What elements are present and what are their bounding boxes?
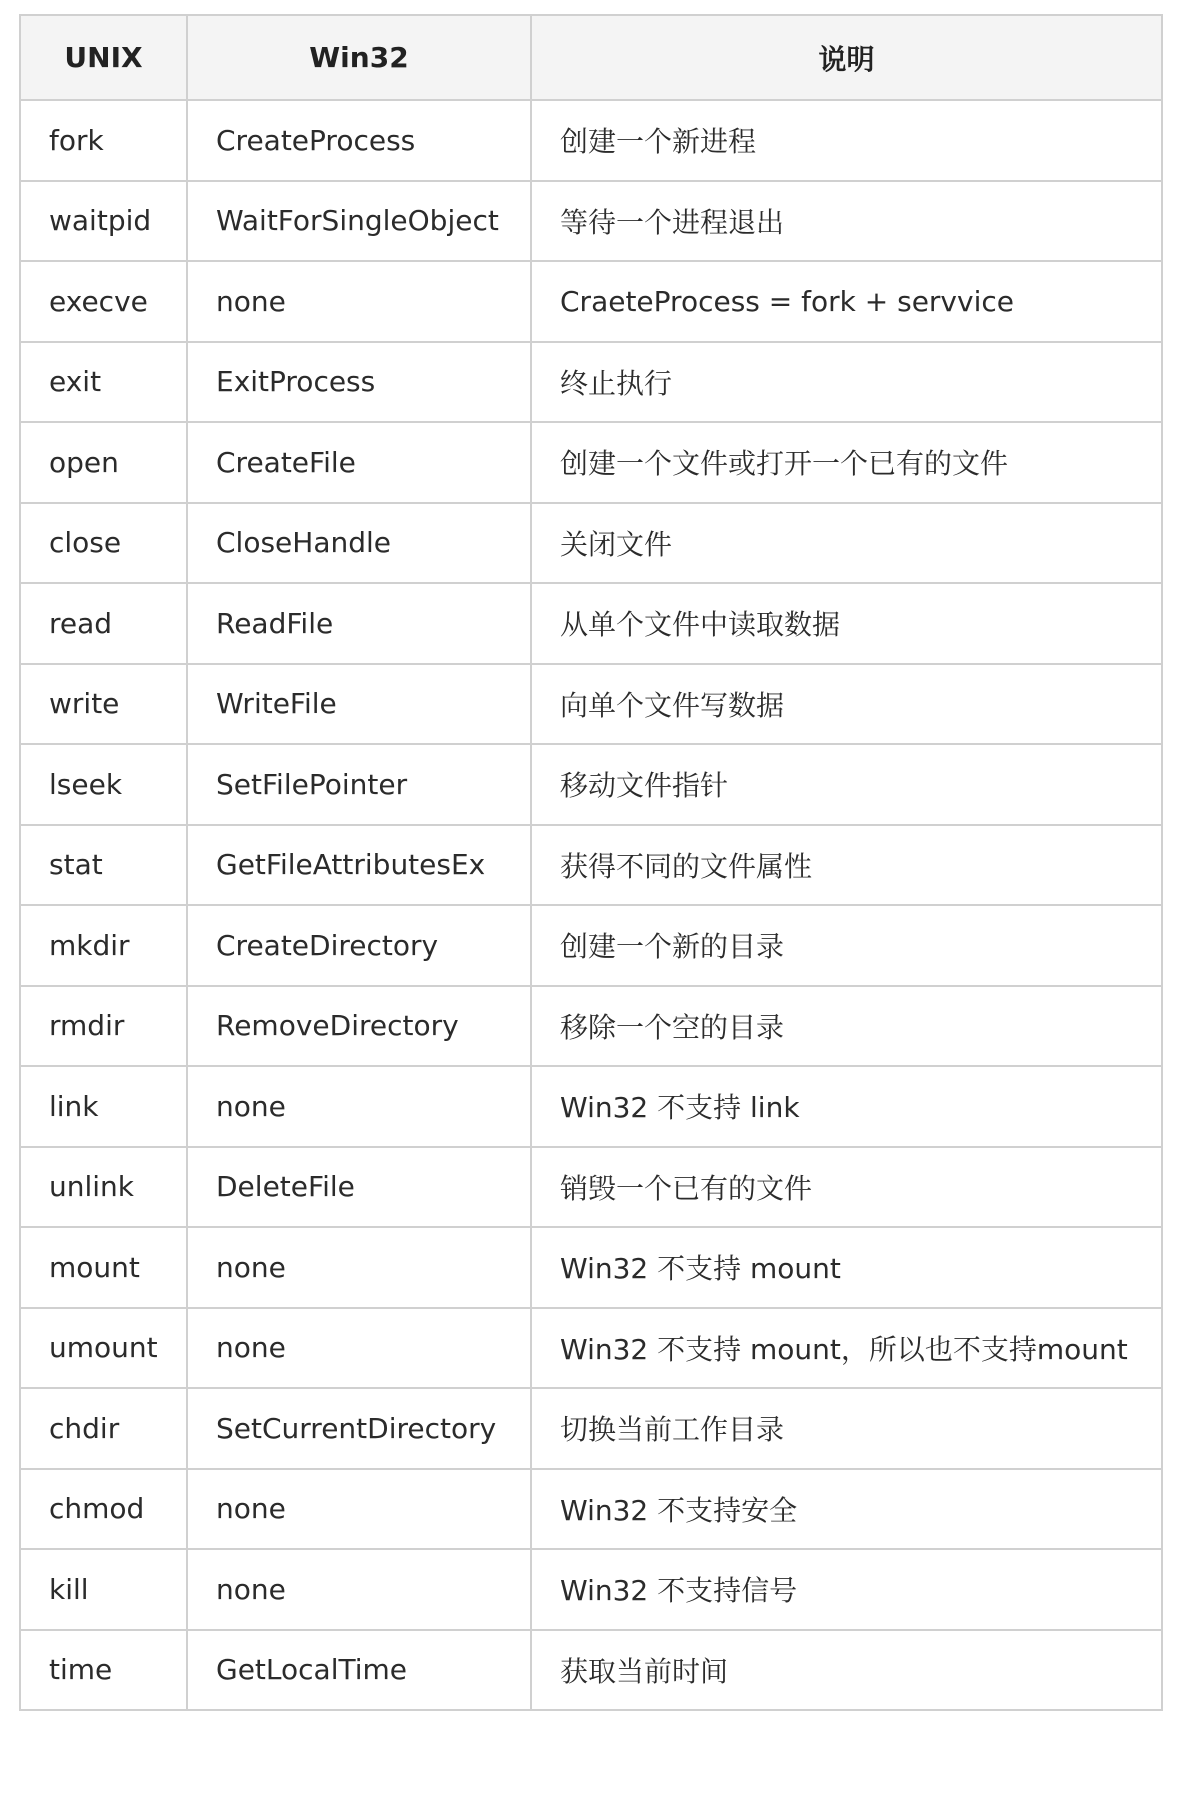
cell-win32: CreateFile xyxy=(187,422,531,503)
cell-description: Win32 不支持 mount，所以也不支持mount xyxy=(531,1308,1162,1389)
cell-unix: unlink xyxy=(20,1147,187,1228)
cell-unix: time xyxy=(20,1630,187,1711)
cell-win32: none xyxy=(187,1469,531,1550)
cell-unix: chdir xyxy=(20,1388,187,1469)
table-row xyxy=(20,825,1162,906)
cell-win32: WriteFile xyxy=(187,664,531,745)
cell-win32: ExitProcess xyxy=(187,342,531,423)
table-body xyxy=(20,100,1162,1710)
cell-description: CraeteProcess = fork + servvice xyxy=(531,261,1162,342)
table-row xyxy=(20,664,1162,745)
cell-win32: none xyxy=(187,1066,531,1147)
table-row xyxy=(20,1227,1162,1308)
cell-description: Win32 不支持 mount xyxy=(531,1227,1162,1308)
cell-win32: GetLocalTime xyxy=(187,1630,531,1711)
cell-win32: CreateDirectory xyxy=(187,905,531,986)
header-win32: Win32 xyxy=(187,15,531,100)
cell-unix: mount xyxy=(20,1227,187,1308)
header-description: 说明 xyxy=(531,15,1162,100)
cell-unix: waitpid xyxy=(20,181,187,262)
table-header xyxy=(20,15,1162,100)
cell-unix: stat xyxy=(20,825,187,906)
cell-description: Win32 不支持 link xyxy=(531,1066,1162,1147)
table-row xyxy=(20,1630,1162,1711)
cell-description: Win32 不支持信号 xyxy=(531,1549,1162,1630)
cell-description: Win32 不支持安全 xyxy=(531,1469,1162,1550)
table-row xyxy=(20,1388,1162,1469)
table-row xyxy=(20,744,1162,825)
header-row xyxy=(20,15,1162,100)
table-row xyxy=(20,583,1162,664)
cell-unix: exit xyxy=(20,342,187,423)
table-row xyxy=(20,181,1162,262)
table-row xyxy=(20,1469,1162,1550)
cell-unix: open xyxy=(20,422,187,503)
cell-unix: lseek xyxy=(20,744,187,825)
cell-win32: SetFilePointer xyxy=(187,744,531,825)
cell-win32: CreateProcess xyxy=(187,100,531,181)
table-row xyxy=(20,422,1162,503)
cell-description: 创建一个新的目录 xyxy=(531,905,1162,986)
cell-unix: umount xyxy=(20,1308,187,1389)
syscall-comparison-table xyxy=(19,14,1163,1711)
table-row xyxy=(20,100,1162,181)
cell-win32: GetFileAttributesEx xyxy=(187,825,531,906)
cell-description: 移动文件指针 xyxy=(531,744,1162,825)
cell-description: 向单个文件写数据 xyxy=(531,664,1162,745)
cell-win32: DeleteFile xyxy=(187,1147,531,1228)
cell-description: 移除一个空的目录 xyxy=(531,986,1162,1067)
cell-description: 获取当前时间 xyxy=(531,1630,1162,1711)
syscall-comparison-table-container xyxy=(19,14,1161,1711)
cell-unix: rmdir xyxy=(20,986,187,1067)
cell-win32: WaitForSingleObject xyxy=(187,181,531,262)
table-row xyxy=(20,986,1162,1067)
table-row xyxy=(20,905,1162,986)
table-row xyxy=(20,503,1162,584)
cell-win32: none xyxy=(187,1549,531,1630)
cell-unix: write xyxy=(20,664,187,745)
table-row xyxy=(20,1147,1162,1228)
cell-description: 终止执行 xyxy=(531,342,1162,423)
cell-unix: link xyxy=(20,1066,187,1147)
header-unix: UNIX xyxy=(20,15,187,100)
cell-win32: CloseHandle xyxy=(187,503,531,584)
cell-unix: execve xyxy=(20,261,187,342)
table-row xyxy=(20,342,1162,423)
cell-description: 获得不同的文件属性 xyxy=(531,825,1162,906)
cell-win32: none xyxy=(187,1227,531,1308)
table-row xyxy=(20,1066,1162,1147)
cell-win32: ReadFile xyxy=(187,583,531,664)
table-row xyxy=(20,1549,1162,1630)
cell-unix: mkdir xyxy=(20,905,187,986)
cell-win32: SetCurrentDirectory xyxy=(187,1388,531,1469)
cell-unix: kill xyxy=(20,1549,187,1630)
cell-win32: RemoveDirectory xyxy=(187,986,531,1067)
cell-unix: read xyxy=(20,583,187,664)
cell-unix: fork xyxy=(20,100,187,181)
table-row xyxy=(20,261,1162,342)
cell-description: 销毁一个已有的文件 xyxy=(531,1147,1162,1228)
cell-win32: none xyxy=(187,1308,531,1389)
cell-description: 切换当前工作目录 xyxy=(531,1388,1162,1469)
table-row xyxy=(20,1308,1162,1389)
cell-description: 等待一个进程退出 xyxy=(531,181,1162,262)
cell-description: 创建一个文件或打开一个已有的文件 xyxy=(531,422,1162,503)
cell-description: 关闭文件 xyxy=(531,503,1162,584)
cell-description: 创建一个新进程 xyxy=(531,100,1162,181)
cell-win32: none xyxy=(187,261,531,342)
cell-unix: chmod xyxy=(20,1469,187,1550)
cell-unix: close xyxy=(20,503,187,584)
cell-description: 从单个文件中读取数据 xyxy=(531,583,1162,664)
